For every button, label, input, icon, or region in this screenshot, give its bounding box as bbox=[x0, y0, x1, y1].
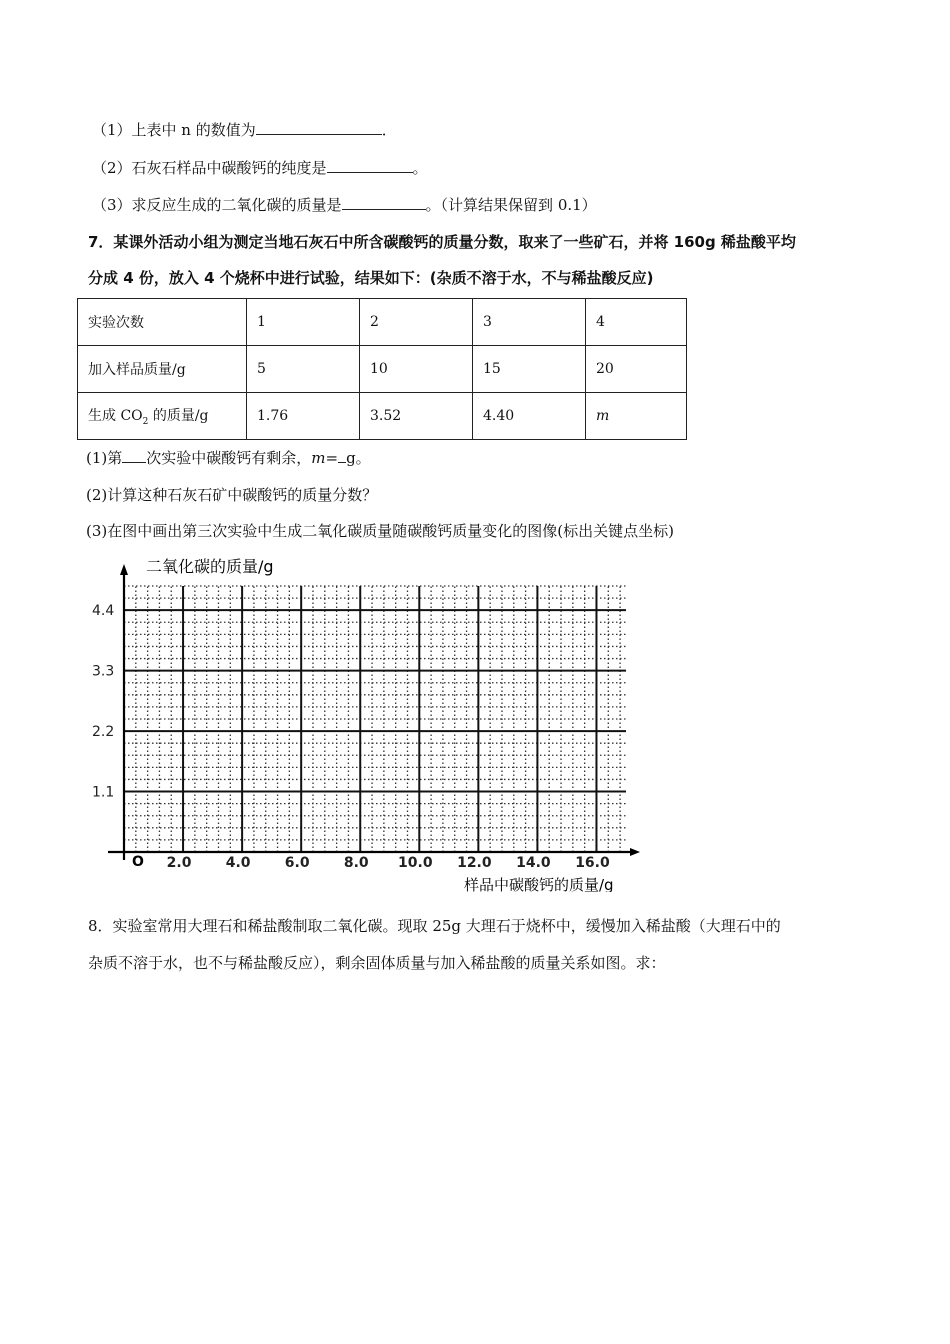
table-cell: 5 bbox=[247, 346, 360, 393]
q6-sub2-blank[interactable] bbox=[327, 156, 413, 173]
table-cell: 加入样品质量/g bbox=[78, 346, 247, 393]
table-cell: 4.40 bbox=[473, 393, 586, 440]
table-row bbox=[78, 299, 687, 346]
co2-subscript: 2 bbox=[142, 416, 149, 427]
table-cell: 4 bbox=[586, 299, 687, 346]
y-tick-label: 3.3 bbox=[92, 663, 115, 680]
table-row bbox=[78, 346, 687, 393]
q7-sub1-a: (1)第 bbox=[86, 449, 123, 467]
x-tick-label: 16.0 bbox=[575, 855, 610, 871]
q6-sub2-text: （2）石灰石样品中碳酸钙的纯度是 bbox=[92, 159, 327, 177]
q7-sub1-blank1[interactable] bbox=[122, 446, 146, 463]
q6-sub3-blank[interactable] bbox=[342, 193, 426, 210]
table-cell: 2 bbox=[360, 299, 473, 346]
co2-mass-chart[interactable] bbox=[80, 552, 650, 892]
q7-sub1-b: 次实验中碳酸钙有剩余， bbox=[146, 449, 312, 467]
chart-ticks bbox=[92, 603, 610, 871]
table-cell: 10 bbox=[360, 346, 473, 393]
x-tick-label: 2.0 bbox=[166, 855, 192, 871]
x-tick-label: 4.0 bbox=[225, 855, 251, 871]
y-axis-label: 二氧化碳的质量/g bbox=[146, 557, 274, 576]
q7-sub1-c: = bbox=[325, 449, 339, 467]
q6-sub1-end: ． bbox=[381, 121, 397, 139]
origin-label: O bbox=[132, 854, 144, 870]
table-cell: 15 bbox=[473, 346, 586, 393]
q7-sub1 bbox=[86, 446, 371, 469]
x-tick-label: 6.0 bbox=[284, 855, 310, 871]
q6-sub2 bbox=[92, 156, 428, 179]
table-row bbox=[78, 393, 687, 440]
q6-sub3-text: （3）求反应生成的二氧化碳的质量是 bbox=[92, 196, 342, 214]
table-cell: 3.52 bbox=[360, 393, 473, 440]
q6-sub1-blank[interactable] bbox=[256, 118, 382, 135]
q7-results-table bbox=[77, 298, 687, 440]
table-cell: 实验次数 bbox=[78, 299, 247, 346]
q6-sub1-text: （1）上表中 n 的数值为 bbox=[92, 121, 256, 139]
x-axis-label: 样品中碳酸钙的质量/g bbox=[464, 876, 614, 892]
y-tick-label: 4.4 bbox=[92, 603, 115, 620]
q8-line2: 杂质不溶于水，也不与稀盐酸反应），剩余固体质量与加入稀盐酸的质量关系如图。求： bbox=[88, 954, 666, 972]
q7-sub2: (2)计算这种石灰石矿中碳酸钙的质量分数？ bbox=[86, 486, 378, 504]
grid-major bbox=[124, 586, 626, 852]
q7-stem-line1: 7．某课外活动小组为测定当地石灰石中所含碳酸钙的质量分数，取来了一些矿石，并将 160g 稀盐酸平均 bbox=[88, 233, 796, 251]
y-tick-label: 2.2 bbox=[92, 724, 115, 741]
q8-line1: 8．实验室常用大理石和稀盐酸制取二氧化碳。现取 25g 大理石于烧杯中，缓慢加入稀盐酸（大理石中的 bbox=[88, 917, 781, 935]
q7-sub1-d: g。 bbox=[346, 449, 371, 467]
co2-label-post: 的质量/g bbox=[148, 408, 209, 425]
x-tick-label: 10.0 bbox=[398, 855, 433, 871]
table-cell-co2-label bbox=[78, 393, 247, 440]
x-tick-label: 8.0 bbox=[343, 855, 369, 871]
q6-sub1 bbox=[92, 118, 397, 141]
table-cell-m: m bbox=[586, 393, 687, 440]
table-cell: 3 bbox=[473, 299, 586, 346]
table-cell: 1 bbox=[247, 299, 360, 346]
x-tick-label: 14.0 bbox=[516, 855, 551, 871]
q7-stem-line2: 分成 4 份，放入 4 个烧杯中进行试验，结果如下：(杂质不溶于水，不与稀盐酸反应) bbox=[88, 269, 654, 287]
q7-sub3: (3)在图中画出第三次实验中生成二氧化碳质量随碳酸钙质量变化的图像(标出关键点坐标) bbox=[86, 522, 674, 540]
table-cell: 1.76 bbox=[247, 393, 360, 440]
q6-sub2-end: 。 bbox=[412, 159, 428, 177]
y-tick-label: 1.1 bbox=[92, 784, 115, 801]
grid-minor bbox=[124, 586, 626, 852]
q6-sub3 bbox=[92, 193, 597, 216]
q7-sub1-blank2[interactable] bbox=[338, 446, 346, 463]
y-axis-arrow bbox=[120, 564, 128, 575]
x-axis-arrow bbox=[630, 848, 640, 856]
x-tick-label: 12.0 bbox=[457, 855, 492, 871]
table-cell: 20 bbox=[586, 346, 687, 393]
co2-label-pre: 生成 CO bbox=[88, 408, 143, 425]
q6-sub3-end: 。（计算结果保留到 0.1） bbox=[425, 196, 597, 214]
q7-sub1-m: m bbox=[311, 449, 326, 467]
